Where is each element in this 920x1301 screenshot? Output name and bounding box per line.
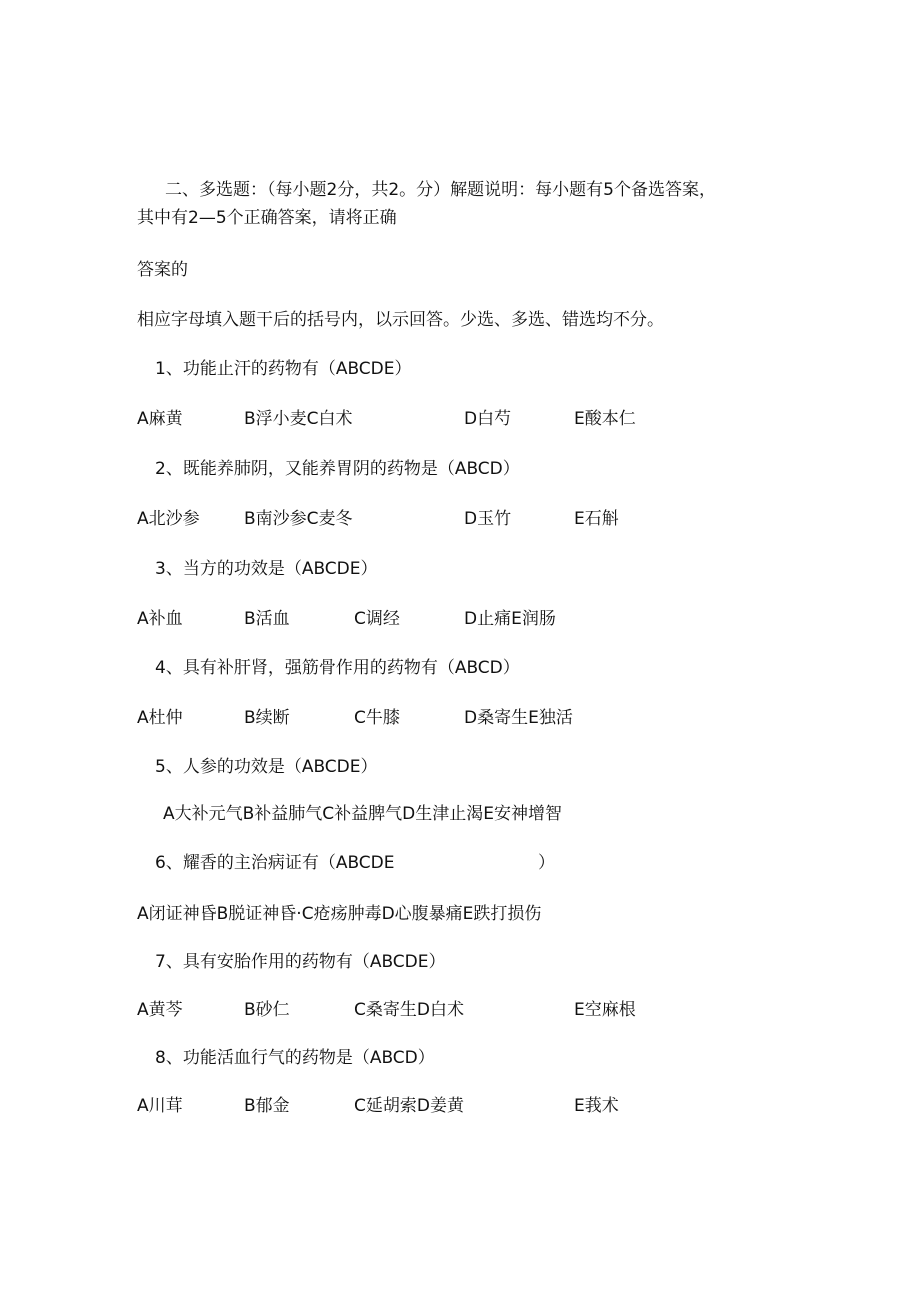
question-7-options [137,998,697,1022]
question-3-options [137,607,697,631]
option-b-c: B南沙参C麦冬 [244,509,353,529]
option-d: D白芍 [464,409,512,429]
option-e: E酸本仁 [574,409,636,429]
option-b: B活血 [244,609,290,629]
question-1-options [137,407,697,431]
question-6-stem: 6、耀香的主治病证有（ABCDE [155,853,395,873]
option-a: A北沙参 [137,509,200,529]
question-1-stem: 1、功能止汗的药物有（ABCDE） [155,359,412,379]
option-e: E石斛 [574,509,619,529]
option-b: B砂仁 [244,1000,290,1020]
option-a: A补血 [137,609,183,629]
option-b-c: B浮小麦C白术 [244,409,353,429]
question-6-options: A闭证神昏B脱证神昏·C疮疡肿毒D心腹暴痛E跌打损伤 [137,904,542,924]
intro-line-4: 相应字母填入题干后的括号内，以示回答。少选、多选、错选均不分。 [137,310,664,330]
option-a: A麻黄 [137,409,183,429]
option-c-d: C延胡索D姜黄 [354,1096,464,1116]
question-5-stem: 5、人参的功效是（ABCDE） [155,757,378,777]
question-8-options [137,1094,697,1118]
question-3-stem: 3、当方的功效是（ABCDE） [155,559,378,579]
option-d-e: D桑寄生E独活 [464,708,573,728]
option-a: A黄芩 [137,1000,183,1020]
option-b: B续断 [244,708,290,728]
option-e: E空麻根 [574,1000,636,1020]
question-2-stem: 2、既能养肺阴，又能养胃阴的药物是（ABCD） [155,459,520,479]
intro-line-1: 二、多选题：（每小题2分，共2。分）解题说明：每小题有5个备选答案， [165,180,716,200]
question-6-stem-close: ） [538,853,555,873]
intro-line-2: 其中有2—5个正确答案，请将正确 [137,208,397,228]
option-e: E莪术 [574,1096,619,1116]
question-4-stem: 4、具有补肝肾，强筋骨作用的药物有（ABCD） [155,658,520,678]
option-c-d: C桑寄生D白术 [354,1000,464,1020]
option-a: A杜仲 [137,708,183,728]
option-b: B郁金 [244,1096,290,1116]
option-d-e: D止痛E润肠 [464,609,556,629]
option-a: A川茸 [137,1096,183,1116]
question-8-stem: 8、功能活血行气的药物是（ABCD） [155,1048,435,1068]
question-7-stem: 7、具有安胎作用的药物有（ABCDE） [155,952,446,972]
intro-line-3: 答案的 [137,260,188,280]
option-c: C调经 [354,609,400,629]
question-2-options [137,507,697,531]
option-d: D玉竹 [464,509,512,529]
question-4-options [137,706,697,730]
question-5-options: A大补元气B补益肺气C补益脾气D生津止渴E安神增智 [163,804,562,824]
option-c: C牛膝 [354,708,400,728]
